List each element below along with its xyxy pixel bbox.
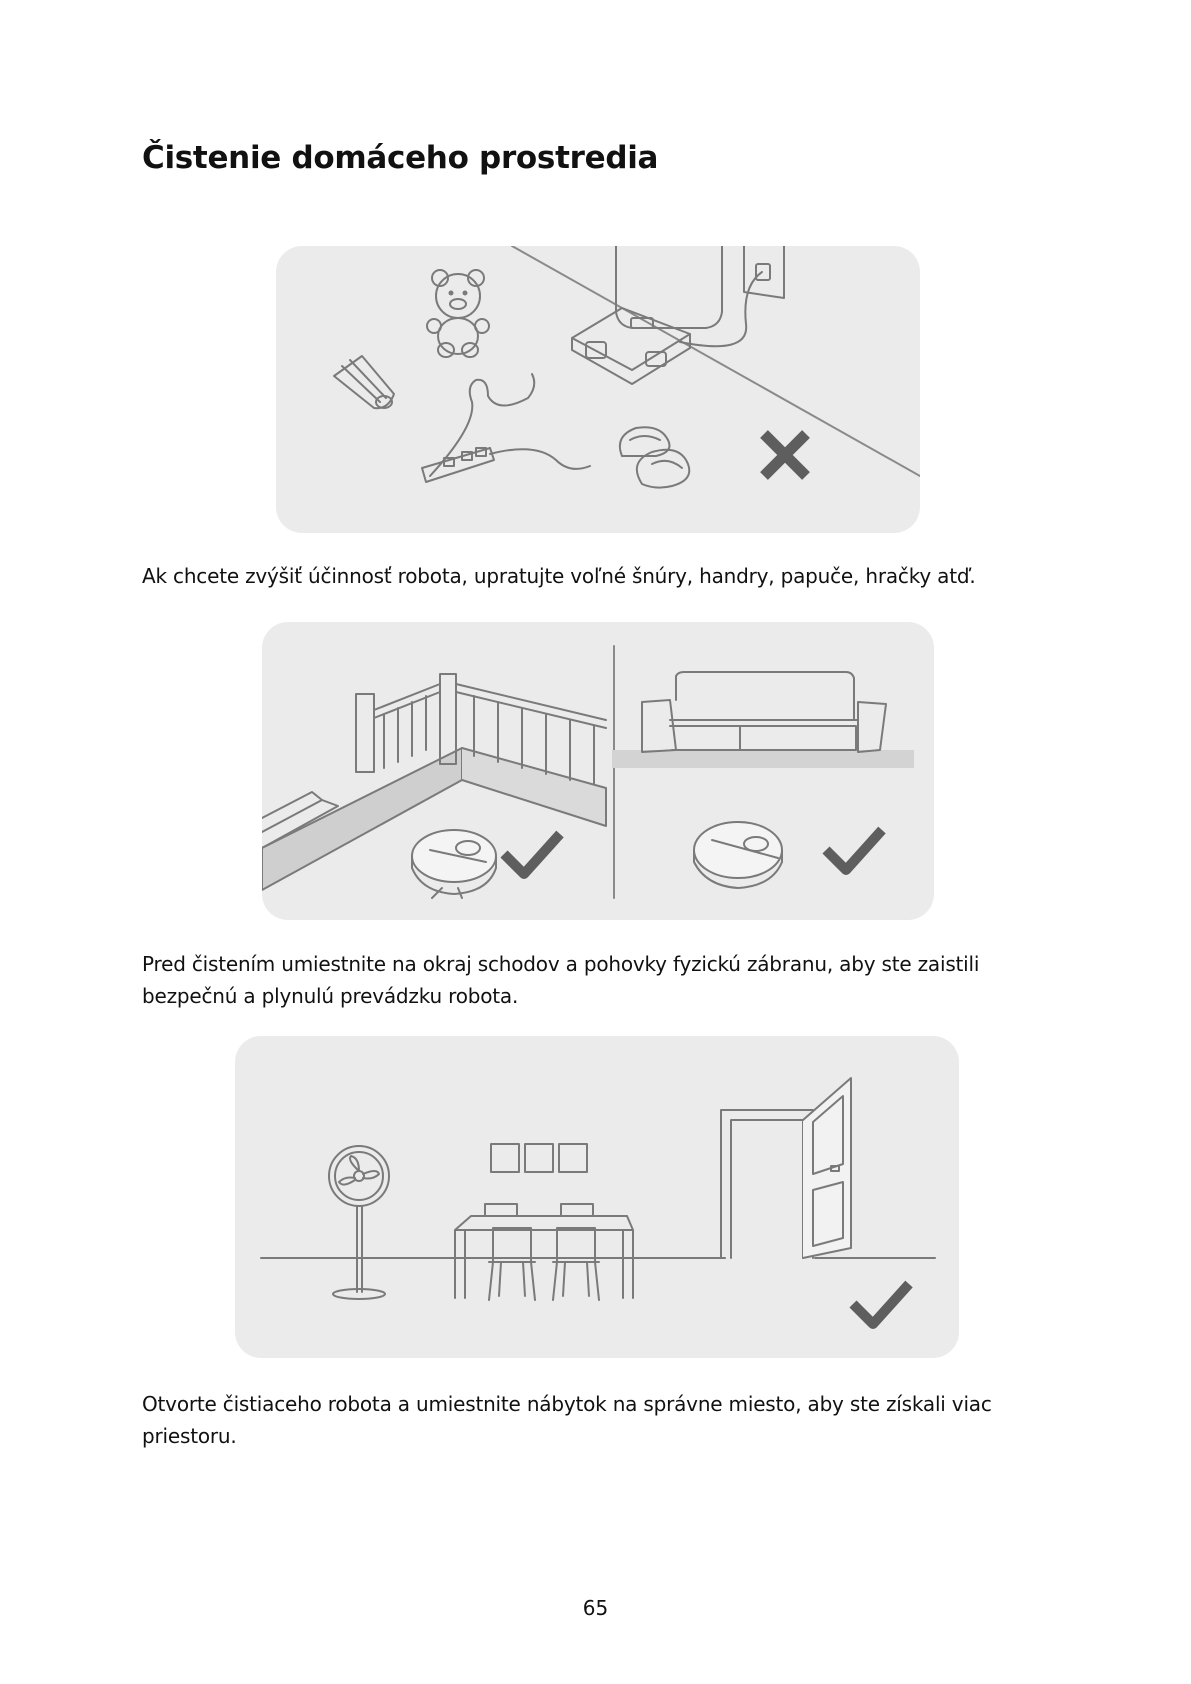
dock-station-icon: [572, 246, 722, 384]
check-icon: [504, 834, 560, 874]
shuttlecock-icon: [334, 356, 394, 408]
barrier-illustration: [262, 622, 934, 920]
clutter-illustration: [276, 246, 920, 533]
sofa-icon: [612, 672, 914, 768]
caption-clutter: Ak chcete zvýšiť účinnosť robota, upratujte voľné šnúry, handry, papuče, hračky atď.: [142, 564, 976, 588]
dining-table-icon: [455, 1204, 633, 1300]
wall-socket-icon: [680, 246, 784, 346]
caption-barrier: Pred čistením umiestnite na okraj schodov a pohovky fyzickú zábranu, aby ste zaistili bezpečnú a plynulú prevádzku robota.: [142, 952, 980, 1008]
caption-room: Otvorte čistiaceho robota a umiestnite nábytok na správne miesto, aby ste získali viac priestoru.: [142, 1392, 992, 1448]
check-icon-2: [826, 830, 882, 870]
page-title: Čistenie domáceho prostredia: [142, 140, 659, 176]
room-illustration: [235, 1036, 959, 1358]
page-number: 65: [582, 1596, 609, 1620]
check-icon-3: [853, 1284, 909, 1324]
wall-frames-icon: [491, 1144, 587, 1172]
open-door-icon: [721, 1078, 851, 1258]
robot-vacuum-icon: [412, 830, 496, 898]
slippers-icon: [620, 427, 689, 487]
cross-icon: [764, 434, 806, 476]
power-strip-icon: [422, 374, 590, 482]
teddy-bear-icon: [427, 270, 489, 357]
robot-vacuum-icon-2: [694, 822, 782, 888]
fan-icon: [329, 1146, 389, 1299]
